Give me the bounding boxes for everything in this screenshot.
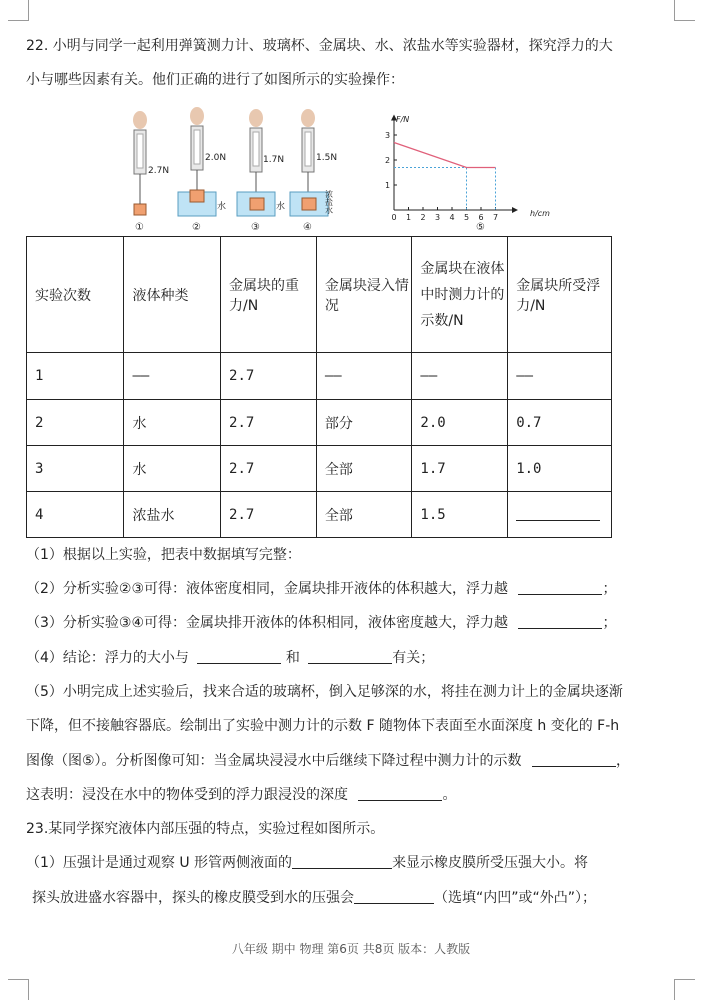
apparatus-figure <box>120 106 350 234</box>
answer-blank[interactable] <box>532 752 616 767</box>
q23-text-c: 探头放进盛水容器中，探头的橡皮膜受到水的压强会 <box>32 890 354 906</box>
question-3-text: （3）分析实验③④可得：金属块排开液体的体积相同，液体密度越大，浮力越 <box>26 615 509 631</box>
question-5-line3 <box>26 751 630 771</box>
step-label-2: ② <box>192 222 201 233</box>
answer-blank[interactable] <box>518 614 602 629</box>
crop-mark-bottom-left <box>8 979 29 1000</box>
x-tick-label: 0 <box>391 213 397 222</box>
answer-blank[interactable] <box>292 854 392 869</box>
question-5-line4-text: 这表明：浸没在水中的物体受到的浮力跟浸没的深度 <box>26 787 348 803</box>
table-cell: 3 <box>27 446 124 492</box>
table-cell: 1.0 <box>508 446 612 492</box>
table-row <box>27 446 612 492</box>
reading-4: 1.5N <box>316 153 338 163</box>
question-5-line3-text: 图像（图⑤）。分析图像可知：当金属块浸浸水中后继续下降过程中测力计的示数 <box>26 753 522 769</box>
q23-question-1-line1 <box>26 853 588 873</box>
answer-blank[interactable] <box>516 506 600 521</box>
liquid-label-2: 水 <box>217 202 227 212</box>
table-cell: 1 <box>27 353 124 400</box>
table-cell: —— <box>508 353 612 400</box>
header-cell-trial: 实验次数 <box>27 237 124 353</box>
step-label-4: ④ <box>303 222 312 233</box>
answer-blank[interactable] <box>358 786 442 801</box>
table-cell: 全部 <box>316 492 412 538</box>
x-tick-label: 5 <box>464 213 470 222</box>
table-header-row <box>27 237 612 353</box>
crop-mark-top-left <box>8 0 29 21</box>
answer-blank[interactable] <box>308 649 392 664</box>
question-3-end: ； <box>602 615 617 631</box>
f-h-graph <box>372 110 552 234</box>
graph-label: ⑤ <box>476 222 485 233</box>
answer-blank[interactable] <box>197 649 281 664</box>
x-tick-label: 1 <box>406 213 412 222</box>
reading-2: 2.0N <box>205 153 227 163</box>
liquid-label-4: 浓盐水 <box>324 190 334 214</box>
question-5-line3-end: ， <box>616 753 631 769</box>
liquid-label-3: 水 <box>276 202 286 212</box>
table-cell: 4 <box>27 492 124 538</box>
table-row <box>27 353 612 400</box>
data-table <box>26 236 612 538</box>
table-cell: 2.7 <box>221 353 317 400</box>
table-cell: 全部 <box>316 446 412 492</box>
q23-question-1-line2 <box>32 888 596 908</box>
question-5-line4 <box>26 785 456 805</box>
page-footer: 八年级 期中 物理 第6页 共8页 版本：人教版 <box>231 942 471 956</box>
q22-intro-line2: 小与哪些因素有关。他们正确的进行了如图所示的实验操作： <box>26 72 404 88</box>
table-cell: 2.0 <box>412 400 508 446</box>
setup-3 <box>237 109 285 233</box>
q23-text-d: （选填“内凹”或“外凸”）； <box>434 890 597 906</box>
x-tick-label: 3 <box>435 213 441 222</box>
x-tick-label: 6 <box>478 213 484 222</box>
header-cell-immersion: 金属块浸入情况 <box>316 237 412 353</box>
header-cell-weight: 金属块的重力/N <box>221 237 317 353</box>
q23-text-b: 来显示橡皮膜所受压强大小。将 <box>392 855 589 871</box>
table-cell: 部分 <box>316 400 412 446</box>
setup-2 <box>178 107 226 233</box>
question-1: （1）根据以上实验，把表中数据填写完整： <box>26 547 301 563</box>
series-line <box>394 143 496 168</box>
q23-text-a: （1）压强计是通过观察 U 形管两侧液面的 <box>26 855 293 871</box>
reading-3: 1.7N <box>263 155 285 165</box>
question-5-line1: （5）小明完成上述实验后，找来合适的玻璃杯，倒入足够深的水，将挂在测力计上的金属块逐渐 <box>26 684 623 700</box>
question-2-text: （2）分析实验②③可得：液体密度相同，金属块排开液体的体积越大，浮力越 <box>26 581 509 597</box>
table-cell: —— <box>412 353 508 400</box>
header-cell-liquid: 液体种类 <box>124 237 221 353</box>
y-tick-label: 2 <box>385 156 391 165</box>
table-cell: 水 <box>124 446 221 492</box>
table-cell: 2 <box>27 400 124 446</box>
step-label-3: ③ <box>251 222 260 233</box>
x-tick-label: 7 <box>493 213 499 222</box>
question-5-line4-end: 。 <box>442 787 457 803</box>
y-tick-label: 1 <box>385 181 391 190</box>
crop-mark-bottom-right <box>674 979 695 1000</box>
question-4-text-c: 有关； <box>392 650 435 666</box>
answer-blank[interactable] <box>518 580 602 595</box>
table-cell: 2.7 <box>221 400 317 446</box>
answer-blank[interactable] <box>354 889 434 904</box>
table-cell: —— <box>316 353 412 400</box>
question-3 <box>26 613 616 633</box>
question-4-text-a: （4）结论：浮力的大小与 <box>26 650 189 666</box>
table-cell: 2.7 <box>221 446 317 492</box>
q22-intro-line1: 22. 小明与同学一起利用弹簧测力计、玻璃杯、金属块、水、浓盐水等实验器材，探究浮力的大 <box>26 38 613 54</box>
question-2-end: ； <box>602 581 617 597</box>
graph-xlabel: h/cm <box>530 209 550 218</box>
reading-1: 2.7N <box>148 166 170 176</box>
question-2 <box>26 579 616 599</box>
table-cell: 2.7 <box>221 492 317 538</box>
header-cell-buoyancy: 金属块所受浮力/N <box>508 237 612 353</box>
question-4 <box>26 648 434 668</box>
y-tick-label: 3 <box>385 131 391 140</box>
header-cell-reading: 金属块在液体中时测力计的示数/N <box>412 237 508 353</box>
crop-mark-top-right <box>674 0 695 21</box>
graph-ylabel: F/N <box>396 115 410 124</box>
x-tick-label: 4 <box>449 213 455 222</box>
setup-4 <box>290 109 337 233</box>
q23-intro: 23.某同学探究液体内部压强的特点，实验过程如图所示。 <box>26 821 385 837</box>
setup-1 <box>133 111 169 233</box>
x-tick-label: 2 <box>420 213 426 222</box>
table-cell-answer-blank <box>508 492 612 538</box>
x-axis-arrow <box>512 207 518 213</box>
table-cell: 1.7 <box>412 446 508 492</box>
table-cell: —— <box>124 353 221 400</box>
question-5-line2: 下降，但不接触容器底。绘制出了实验中测力计的示数 F 随物体下表面至水面深度 h 变化的 F-h <box>26 718 620 734</box>
table-row <box>27 400 612 446</box>
table-cell: 水 <box>124 400 221 446</box>
question-4-text-b: 和 <box>285 650 300 666</box>
table-cell: 0.7 <box>508 400 612 446</box>
table-cell: 浓盐水 <box>124 492 221 538</box>
step-label-1: ① <box>135 222 144 233</box>
table-row <box>27 492 612 538</box>
table-cell: 1.5 <box>412 492 508 538</box>
